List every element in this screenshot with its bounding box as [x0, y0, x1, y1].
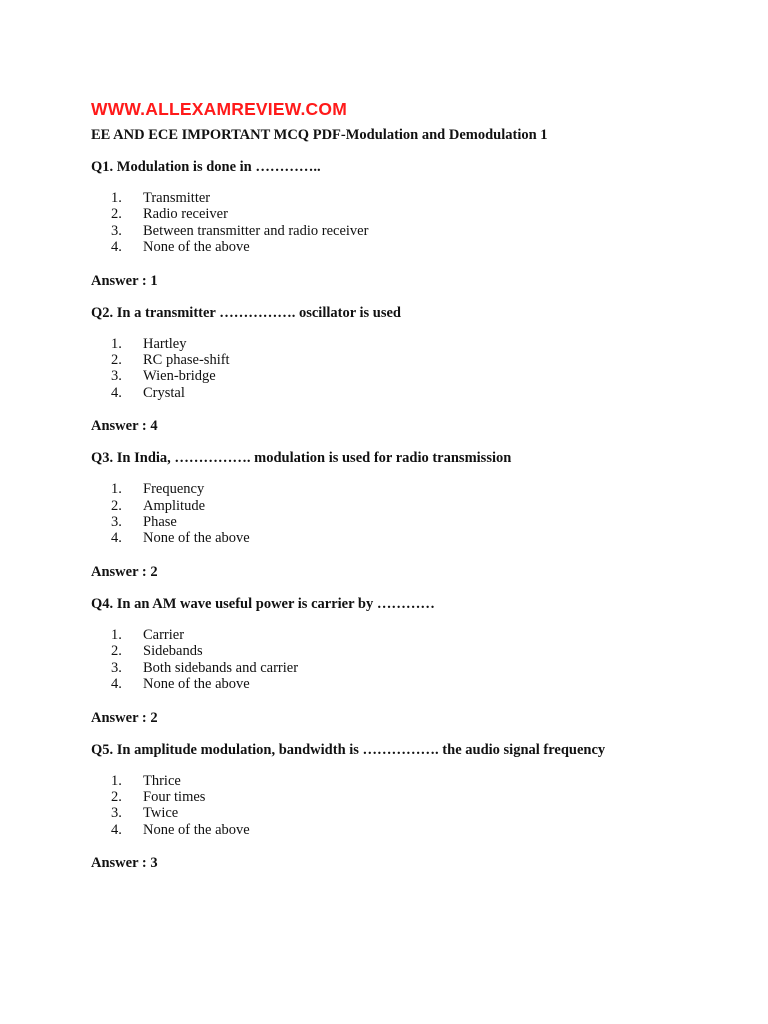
option-item: [91, 805, 731, 821]
option-text: Amplitude: [143, 497, 206, 514]
option-item: [91, 368, 731, 384]
option-item: [91, 239, 731, 255]
options-list: [91, 481, 731, 547]
question-block-1: [91, 158, 731, 290]
question-block-5: [91, 741, 731, 873]
option-item: [91, 530, 731, 546]
option-number: 4.: [111, 676, 122, 693]
option-text: None of the above: [143, 530, 250, 547]
question-block-2: [91, 304, 731, 436]
option-item: [91, 481, 731, 497]
option-number: 2.: [111, 788, 122, 805]
option-number: 2.: [111, 352, 122, 369]
options-list: [91, 627, 731, 693]
option-number: 2.: [111, 643, 122, 660]
answer-text: Answer : 2: [91, 709, 158, 726]
option-text: Transmitter: [143, 190, 211, 206]
option-text: Four times: [143, 788, 206, 805]
option-text: RC phase-shift: [143, 352, 230, 369]
option-number: 1.: [111, 772, 122, 789]
site-url-header[interactable]: WWW.ALLEXAMREVIEW.COM: [91, 99, 347, 119]
option-number: 4.: [111, 530, 122, 547]
question-text: Q3. In India, ……………. modulation is used for radio transmission: [91, 450, 512, 467]
option-item: [91, 385, 731, 401]
answer-text: Answer : 3: [91, 855, 158, 872]
options-list: [91, 773, 731, 839]
question-text: Q1. Modulation is done in …………..: [91, 159, 321, 175]
option-number: 3.: [111, 368, 122, 385]
question-text: Q2. In a transmitter ……………. oscillator is used: [91, 304, 402, 321]
option-item: [91, 223, 731, 239]
option-number: 1.: [111, 335, 122, 352]
option-text: Crystal: [143, 384, 185, 401]
option-text: None of the above: [143, 821, 250, 838]
option-number: 3.: [111, 659, 122, 676]
option-text: Both sidebands and carrier: [143, 659, 299, 676]
answer-text: Answer : 4: [91, 418, 158, 435]
option-text: Thrice: [143, 772, 181, 789]
question-list: [91, 158, 731, 872]
option-text: Wien-bridge: [143, 368, 216, 385]
option-number: 3.: [111, 222, 122, 239]
option-text: Twice: [143, 805, 179, 822]
question-text: Q4. In an AM wave useful power is carrier by …………: [91, 595, 435, 612]
option-item: [91, 789, 731, 805]
option-item: [91, 643, 731, 659]
option-item: [91, 206, 731, 222]
option-number: 4.: [111, 821, 122, 838]
option-item: [91, 660, 731, 676]
option-item: [91, 514, 731, 530]
option-text: Phase: [143, 514, 177, 531]
option-number: 4.: [111, 384, 122, 401]
option-text: Sidebands: [143, 643, 203, 660]
option-text: None of the above: [143, 239, 250, 256]
question-block-3: [91, 449, 731, 581]
option-text: Radio receiver: [143, 206, 228, 223]
question-block-4: [91, 595, 731, 727]
answer-text: Answer : 1: [91, 272, 158, 289]
option-item: [91, 773, 731, 789]
option-number: 1.: [111, 190, 122, 206]
option-item: [91, 498, 731, 514]
document-page: [91, 96, 731, 886]
option-item: [91, 627, 731, 643]
options-list: [91, 190, 731, 256]
option-item: [91, 352, 731, 368]
options-list: [91, 336, 731, 402]
option-item: [91, 190, 731, 206]
option-text: Between transmitter and radio receiver: [143, 222, 369, 239]
option-text: Carrier: [143, 626, 185, 643]
option-text: Frequency: [143, 481, 205, 498]
option-number: 2.: [111, 206, 122, 223]
option-item: [91, 676, 731, 692]
option-number: 1.: [111, 481, 122, 498]
answer-text: Answer : 2: [91, 563, 158, 580]
option-text: None of the above: [143, 676, 250, 693]
option-item: [91, 336, 731, 352]
option-number: 4.: [111, 239, 122, 256]
option-number: 3.: [111, 514, 122, 531]
document-title: EE AND ECE IMPORTANT MCQ PDF-Modulation and Demodulation 1: [91, 127, 548, 143]
option-number: 3.: [111, 805, 122, 822]
option-number: 1.: [111, 626, 122, 643]
option-text: Hartley: [143, 335, 187, 352]
question-text: Q5. In amplitude modulation, bandwidth is ……………. the audio signal frequency: [91, 741, 606, 758]
option-number: 2.: [111, 497, 122, 514]
option-item: [91, 822, 731, 838]
